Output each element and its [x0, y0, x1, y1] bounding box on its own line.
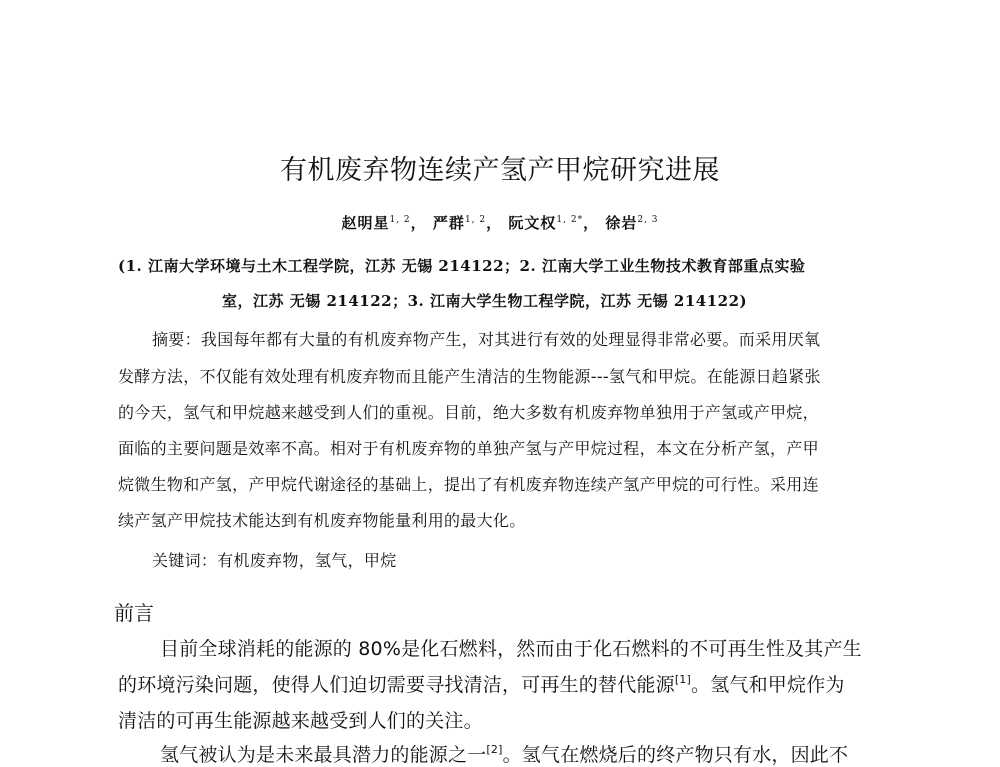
body-text: 的环境污染问题，使得人们迫切需要寻找清洁，可再生的替代能源 [118, 674, 675, 696]
author-list [0, 212, 1000, 233]
keywords: 关键词：有机废弃物，氢气，甲烷 [152, 551, 397, 570]
affiliation-line-2: 室，江苏 无锡 214122；3. 江南大学生物工程学院，江苏 无锡 214122) [222, 292, 748, 310]
author-separator: ， [583, 214, 600, 232]
body-text: 。氢气在燃烧后的终产物只有水，因此不 [502, 744, 849, 766]
author-affiliation-mark: 1, 2* [556, 215, 584, 225]
author-name: 严群 [432, 214, 465, 232]
author-name: 赵明星 [341, 214, 390, 232]
abstract-line: 发酵方法，不仅能有效处理有机废弃物而且能产生清洁的生物能源---氢气和甲烷。在能源日趋紧张 [118, 367, 821, 386]
affiliation-line-1: (1. 江南大学环境与土木工程学院，江苏 无锡 214122；2. 江南大学工业生物技术教育部重点实验 [118, 257, 806, 275]
body-line: 清洁的可再生能源越来越受到人们的关注。 [118, 710, 483, 732]
author-name: 徐岩 [605, 214, 638, 232]
body-text: 。氢气和甲烷作为 [691, 674, 845, 696]
author-affiliation-mark: 1, 2 [389, 215, 411, 225]
abstract-line: 续产氢产甲烷技术能达到有机废弃物能量利用的最大化。 [118, 511, 526, 530]
abstract-line: 面临的主要问题是效率不高。相对于有机废弃物的单独产氢与产甲烷过程，本文在分析产氢，产甲 [118, 439, 819, 458]
abstract-line: 的今天，氢气和甲烷越来越受到人们的重视。目前，绝大多数有机废弃物单独用于产氢或产甲烷， [118, 403, 819, 422]
paper-title: 有机废弃物连续产氢产甲烷研究进展 [280, 155, 720, 186]
body-line [118, 670, 888, 697]
author-affiliation-mark: 1, 2 [464, 215, 487, 225]
author-separator: ， [410, 214, 427, 232]
section-heading: 前言 [114, 601, 154, 625]
author-name: 阮文权 [508, 214, 557, 232]
citation-ref: [2] [486, 743, 503, 756]
citation-ref: [1] [674, 673, 691, 686]
author-separator: ， [486, 214, 503, 232]
author-affiliation-mark: 2, 3 [637, 215, 659, 225]
body-line: 目前全球消耗的能源的 80%是化石燃料，然而由于化石燃料的不可再生性及其产生 [160, 638, 862, 660]
abstract-line: 烷微生物和产氢，产甲烷代谢途径的基础上，提出了有机废弃物连续产氢产甲烷的可行性。采用连 [118, 475, 819, 494]
abstract-line: 摘要：我国每年都有大量的有机废弃物产生，对其进行有效的处理显得非常必要。而采用厌氧 [152, 330, 821, 349]
body-line [160, 740, 890, 767]
body-text: 氢气被认为是未来最具潜力的能源之一 [160, 744, 487, 766]
